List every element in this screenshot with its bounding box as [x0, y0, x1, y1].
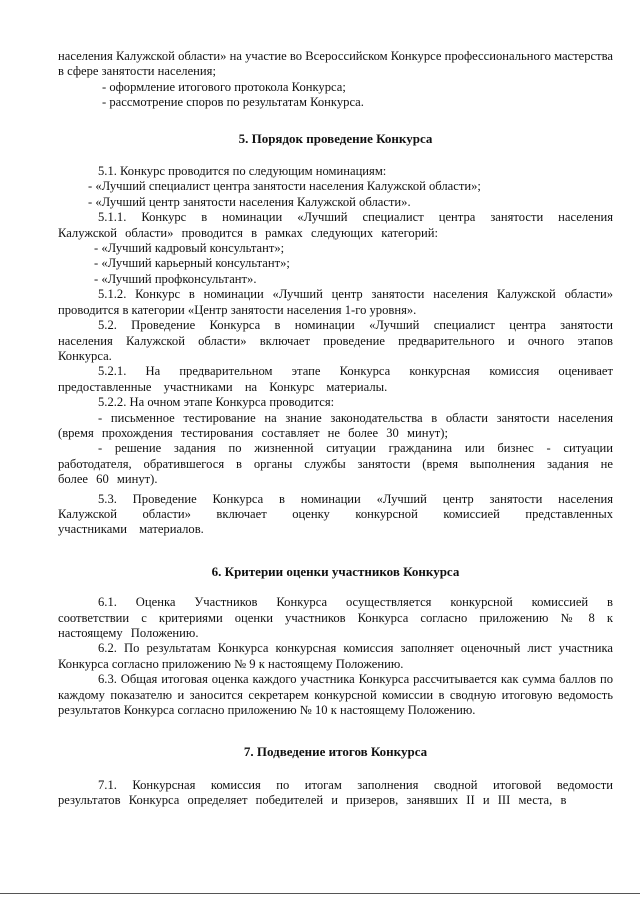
list-item: - «Лучший специалист центра занятости населения Калужской области»; — [88, 179, 481, 194]
paragraph: 7.1. Конкурсная комиссия по итогам заполнения сводной итоговой ведомости результатов Конкурса определяет победителей и призеров, занявших II и III места, в — [58, 777, 613, 808]
section-heading: 6. Критерии оценки участников Конкурса — [211, 563, 460, 579]
list-item: - «Лучший кадровый консультант»; — [94, 241, 285, 256]
paragraph: 6.1. Оценка Участников Конкурса осуществляется конкурсной комиссией в соответствии с критериями оценки участников Конкурса согласно приложению № 8 к настоящему Положению. — [58, 595, 613, 640]
paragraph: 5.2. Проведение Конкурса в номинации «Лучший специалист центра занятости населения Калужской области» включает проведение предварительного и очного этапов Конкурса. — [58, 318, 613, 363]
section-heading: 5. Порядок проведение Конкурса — [238, 130, 433, 146]
paragraph: 5.2.2. На очном этапе Конкурса проводится: — [98, 395, 335, 410]
text-line: населения Калужской области» на участие во Всероссийском Конкурсе профессионального мастерства в сфере занятости населения; — [58, 49, 613, 79]
paragraph: 6.3. Общая итоговая оценка каждого участника Конкурса рассчитывается как сумма баллов по каждому показателю и заносится секретарем конкурсной комиссии в сводную итоговую ведомость результатов Конкурса согласно приложению № 10 к настоящему Положению. — [58, 672, 613, 718]
section-heading: 7. Подведение итогов Конкурса — [243, 744, 428, 760]
page-bottom-rule — [0, 893, 640, 894]
list-item: - рассмотрение споров по результатам Конкурса. — [102, 95, 364, 110]
list-item: - оформление итогового протокола Конкурса; — [102, 79, 346, 94]
document-body — [58, 49, 613, 809]
list-item: - письменное тестирование на знание законодательства в области занятости населения (время прохождения тестирования составляет не более 30 минут); — [58, 410, 613, 440]
paragraph: 5.2.1. На предварительном этапе Конкурса конкурсная комиссия оценивает предоставленные участниками на Конкурс материалы. — [58, 364, 613, 394]
paragraph: 5.1. Конкурс проводится по следующим номинациям: — [98, 164, 387, 179]
list-item: - «Лучший карьерный консультант»; — [94, 256, 290, 271]
paragraph: 5.1.1. Конкурс в номинации «Лучший специалист центра занятости населения Калужской области» проводится в рамках следующих категорий: — [58, 210, 613, 240]
list-item: - решение задания по жизненной ситуации гражданина или бизнес - ситуации работодателя, обратившегося в органы службы занятости (время выполнения задания не более 60 минут). — [58, 441, 613, 487]
paragraph: 5.3. Проведение Конкурса в номинации «Лучший центр занятости населения Калужской области» включает оценку конкурсной комиссией представленных участниками материалов. — [58, 491, 613, 537]
list-item: - «Лучший профконсультант». — [94, 271, 257, 286]
list-item: - «Лучший центр занятости населения Калужской области». — [88, 194, 411, 209]
paragraph: 5.1.2. Конкурс в номинации «Лучший центр занятости населения Калужской области» проводится в категории «Центр занятости населения 1-го уровня». — [58, 287, 613, 317]
paragraph: 6.2. По результатам Конкурса конкурсная комиссия заполняет оценочный лист участника Конкурса согласно приложению № 9 к настоящему Положению. — [58, 641, 613, 671]
